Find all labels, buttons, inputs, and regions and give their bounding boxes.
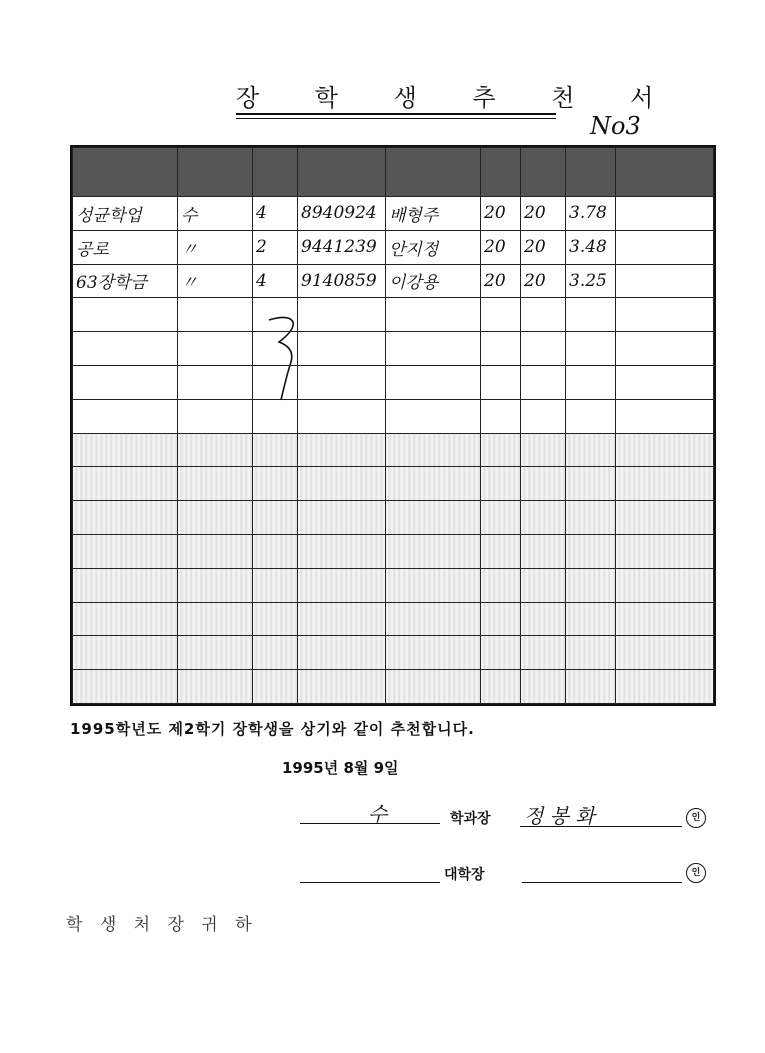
- table-cell: [298, 467, 386, 501]
- table-cell: 공로: [73, 230, 178, 264]
- table-cell: [73, 670, 178, 704]
- table-row: [73, 467, 714, 501]
- table-cell: [616, 602, 714, 636]
- table-cell: [253, 433, 298, 467]
- table-cell: [616, 568, 714, 602]
- table-cell: [616, 534, 714, 568]
- table-row: [73, 602, 714, 636]
- table-cell: [73, 365, 178, 399]
- table-cell: [73, 534, 178, 568]
- table-cell: [521, 636, 566, 670]
- table-cell: [386, 433, 481, 467]
- header-cell: [566, 148, 616, 197]
- table-cell: [178, 568, 253, 602]
- table-cell: 〃: [178, 230, 253, 264]
- table-cell: 3.78: [566, 197, 616, 231]
- table-cell: [298, 636, 386, 670]
- table-cell: [178, 670, 253, 704]
- table-cell: [481, 670, 521, 704]
- table-cell: [253, 399, 298, 433]
- table-cell: [73, 332, 178, 366]
- table-cell: [178, 636, 253, 670]
- table-cell: 3.48: [566, 230, 616, 264]
- table-cell: [178, 399, 253, 433]
- table-cell: [178, 467, 253, 501]
- recommendation-date: 1995년 8월 9일: [282, 759, 399, 777]
- table-cell: [298, 332, 386, 366]
- table-cell: 〃: [178, 264, 253, 298]
- table-cell: [616, 467, 714, 501]
- table-cell: [298, 534, 386, 568]
- table-cell: [616, 433, 714, 467]
- table-cell: [386, 332, 481, 366]
- table-cell: [298, 433, 386, 467]
- table-cell: [298, 568, 386, 602]
- table-cell: [566, 534, 616, 568]
- table-row: [73, 365, 714, 399]
- table-cell: [616, 332, 714, 366]
- table-cell: [386, 467, 481, 501]
- table-cell: 4: [253, 264, 298, 298]
- table-cell: [566, 298, 616, 332]
- table-cell: [73, 399, 178, 433]
- header-cell: [616, 148, 714, 197]
- table-cell: [521, 534, 566, 568]
- table-row: [73, 264, 714, 298]
- table-cell: [386, 399, 481, 433]
- table-row: [73, 298, 714, 332]
- table-cell: [521, 602, 566, 636]
- table-row: [73, 230, 714, 264]
- table-header-row: [73, 148, 714, 197]
- table-cell: [481, 467, 521, 501]
- table-cell: [566, 467, 616, 501]
- document-number: No3: [590, 112, 641, 140]
- recommendation-table: [70, 145, 716, 706]
- dept-head-label: 학과장: [450, 811, 491, 827]
- table-cell: 3.25: [566, 264, 616, 298]
- table-cell: 20: [521, 230, 566, 264]
- table-cell: [521, 298, 566, 332]
- header-cell: [178, 148, 253, 197]
- table-cell: 이강용: [386, 264, 481, 298]
- table-cell: [298, 298, 386, 332]
- table-cell: [178, 534, 253, 568]
- dept-head-seal: 인: [686, 808, 706, 828]
- table-cell: 9140859: [298, 264, 386, 298]
- table-cell: [521, 467, 566, 501]
- table-cell: [481, 298, 521, 332]
- table-row: [73, 568, 714, 602]
- dean-label: 대학장: [444, 867, 485, 883]
- header-cell: [298, 148, 386, 197]
- table-cell: [616, 670, 714, 704]
- table-cell: 20: [521, 197, 566, 231]
- table-cell: 63장학금: [73, 264, 178, 298]
- title-underline-secondary: [236, 118, 556, 119]
- table-cell: [178, 365, 253, 399]
- table-cell: [521, 501, 566, 535]
- table-cell: [386, 636, 481, 670]
- table-cell: [298, 501, 386, 535]
- table-cell: [386, 501, 481, 535]
- header-cell: [521, 148, 566, 197]
- table-cell: [481, 399, 521, 433]
- table-cell: [298, 399, 386, 433]
- table-cell: [178, 332, 253, 366]
- table-row: [73, 501, 714, 535]
- table-cell: [298, 602, 386, 636]
- table-cell: [616, 399, 714, 433]
- table-cell: [386, 298, 481, 332]
- table-cell: [521, 433, 566, 467]
- table-cell: [73, 636, 178, 670]
- title-underline: [236, 113, 556, 115]
- table-cell: [253, 501, 298, 535]
- table-cell: 4: [253, 197, 298, 231]
- table-cell: 20: [481, 197, 521, 231]
- table-cell: [73, 433, 178, 467]
- dean-seal: 인: [686, 863, 706, 883]
- table-cell: [566, 670, 616, 704]
- table-cell: [616, 298, 714, 332]
- table-cell: [481, 365, 521, 399]
- table-cell: [481, 602, 521, 636]
- table-cell: [566, 501, 616, 535]
- table-row: [73, 670, 714, 704]
- table-cell: [178, 433, 253, 467]
- table-cell: [253, 636, 298, 670]
- table-cell: [566, 568, 616, 602]
- table-cell: [521, 670, 566, 704]
- table-cell: [73, 298, 178, 332]
- table-cell: [481, 332, 521, 366]
- table-cell: [178, 602, 253, 636]
- table-cell: [253, 534, 298, 568]
- table-cell: [616, 230, 714, 264]
- table-cell: [73, 602, 178, 636]
- table-cell: [566, 332, 616, 366]
- table-cell: [566, 399, 616, 433]
- addressee-line: 학 생 처 장 귀 하: [66, 915, 258, 935]
- table-cell: [253, 568, 298, 602]
- table-cell: [298, 365, 386, 399]
- dept-value: 수: [368, 802, 388, 826]
- table-row: [73, 399, 714, 433]
- table-cell: [73, 467, 178, 501]
- table-cell: 8940924: [298, 197, 386, 231]
- table-cell: [481, 534, 521, 568]
- table-cell: [298, 670, 386, 704]
- table-cell: [253, 670, 298, 704]
- table-cell: [178, 298, 253, 332]
- table-cell: [616, 365, 714, 399]
- table-cell: [386, 534, 481, 568]
- table-cell: [521, 568, 566, 602]
- table-cell: [616, 501, 714, 535]
- table-cell: [481, 433, 521, 467]
- dean-prefix-line: [300, 882, 440, 883]
- table-cell: 20: [481, 264, 521, 298]
- table-cell: [73, 568, 178, 602]
- table-cell: [386, 365, 481, 399]
- table-cell: [521, 399, 566, 433]
- table-cell: [386, 602, 481, 636]
- table-cell: [481, 636, 521, 670]
- table-cell: [73, 501, 178, 535]
- table-cell: [481, 501, 521, 535]
- table-cell: [616, 264, 714, 298]
- dept-head-name: 정 봉 화: [524, 804, 595, 828]
- header-cell: [386, 148, 481, 197]
- header-cell: [253, 148, 298, 197]
- table-cell: [566, 365, 616, 399]
- table-cell: [521, 365, 566, 399]
- table-cell: [566, 602, 616, 636]
- dean-signature-line: [522, 882, 682, 883]
- table-cell: [386, 568, 481, 602]
- table-cell: [616, 636, 714, 670]
- table-cell: [386, 670, 481, 704]
- table-cell: 배형주: [386, 197, 481, 231]
- table-row: [73, 433, 714, 467]
- recommendation-statement: 1995학년도 제2학기 장학생을 상기와 같이 추천합니다.: [70, 720, 475, 738]
- table-row: [73, 636, 714, 670]
- table-cell: [566, 433, 616, 467]
- table-row: [73, 534, 714, 568]
- table-cell: 9441239: [298, 230, 386, 264]
- table-cell: [521, 332, 566, 366]
- handwritten-bracket-mark: [265, 312, 305, 402]
- table-row: [73, 197, 714, 231]
- table-cell: [253, 602, 298, 636]
- table-cell: 안지정: [386, 230, 481, 264]
- table-cell: 수: [178, 197, 253, 231]
- header-cell: [73, 148, 178, 197]
- header-cell: [481, 148, 521, 197]
- table-cell: 2: [253, 230, 298, 264]
- table-cell: [566, 636, 616, 670]
- table-cell: 성균학업: [73, 197, 178, 231]
- table-row: [73, 332, 714, 366]
- table-cell: 20: [521, 264, 566, 298]
- table-cell: [178, 501, 253, 535]
- table-cell: [481, 568, 521, 602]
- table-cell: 20: [481, 230, 521, 264]
- document-title: 장 학 생 추 천 서: [236, 84, 678, 112]
- table-cell: [616, 197, 714, 231]
- table-cell: [253, 467, 298, 501]
